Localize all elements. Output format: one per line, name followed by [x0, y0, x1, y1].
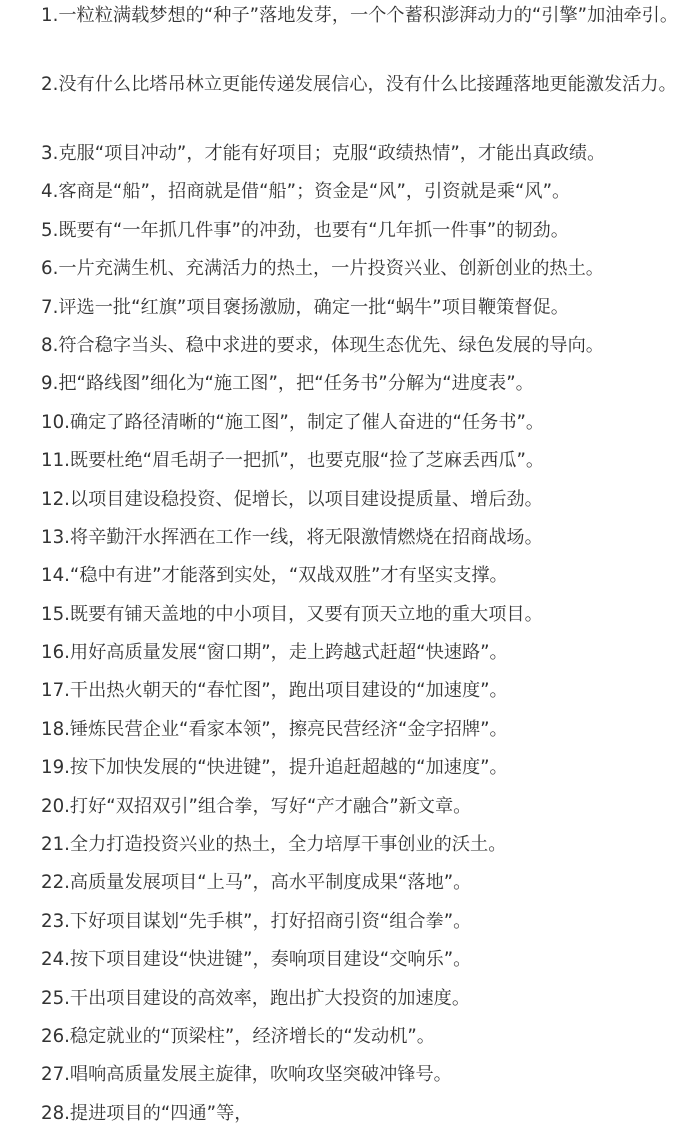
paragraph-12: 12.以项目建设稳投资、促增长，以项目建设提质量、增后劲。	[41, 488, 543, 510]
paragraph-5: 5.既要有“一年抓几件事”的冲劲，也要有“几年抓一件事”的韧劲。	[41, 219, 569, 241]
paragraph-26: 26.稳定就业的“顶梁柱”，经济增长的“发动机”。	[41, 1025, 435, 1047]
paragraph-3: 3.克服“项目冲动”，才能有好项目；克服“政绩热情”，才能出真政绩。	[41, 143, 606, 164]
paragraph-25: 25.干出项目建设的高效率，跑出扩大投资的加速度。	[41, 987, 471, 1009]
paragraph-19: 19.按下加快发展的“快进键”，提升追赶超越的“加速度”。	[41, 757, 508, 779]
paragraph-4: 4.客商是“船”，招商就是借“船”；资金是“风”，引资就是乘“风”。	[41, 181, 571, 203]
paragraph-18: 18.锤炼民营企业“看家本领”，擦亮民营经济“金字招牌”。	[41, 718, 508, 740]
paragraph-22: 22.高质量发展项目“上马”，高水平制度成果“落地”。	[41, 872, 472, 894]
paragraph-21: 21.全力打造投资兴业的热土，全力培厚干事创业的沃土。	[41, 834, 507, 856]
paragraph-14: 14.“稳中有进”才能落到实处，“双战双胜”才有坚实支撑。	[41, 565, 508, 587]
paragraph-16: 16.用好高质量发展“窗口期”，走上跨越式赶超“快速路”。	[41, 642, 508, 664]
paragraph-9: 9.把“路线图”细化为“施工图”，把“任务书”分解为“进度表”。	[41, 373, 534, 395]
paragraph-15: 15.既要有铺天盖地的中小项目，又要有顶天立地的重大项目。	[41, 603, 543, 625]
paragraph-27: 27.唱响高质量发展主旋律，吹响攻坚突破冲锋号。	[41, 1064, 452, 1086]
paragraph-10: 10.确定了路径清晰的“施工图”，制定了催人奋进的“任务书”。	[41, 411, 545, 433]
paragraph-20: 20.打好“双招双引”组合拳，写好“产才融合”新文章。	[41, 795, 472, 817]
paragraph-6: 6.一片充满生机、充满活力的热土，一片投资兴业、创新创业的热土。	[41, 258, 604, 280]
paragraph-1: 1.一粒粒满载梦想的“种子”落地发芽，一个个蓄积澎湃动力的“引擎”加油牵引。	[41, 5, 679, 26]
paragraph-11: 11.既要杜绝“眉毛胡子一把抓”，也要克服“捡了芝麻丢西瓜”。	[41, 450, 545, 472]
paragraph-28-partial: 28.提进项目的“四通”等，	[41, 1102, 253, 1124]
paragraph-23: 23.下好项目谋划“先手棋”，打好招商引资“组合拳”。	[41, 910, 472, 932]
paragraph-2: 2.没有什么比塔吊林立更能传递发展信心，没有什么比接踵落地更能激发活力。	[41, 74, 677, 95]
paragraph-8: 8.符合稳字当头、稳中求进的要求，体现生态优先、绿色发展的导向。	[41, 334, 604, 356]
paragraph-17: 17.干出热火朝天的“春忙图”，跑出项目建设的“加速度”。	[41, 680, 508, 702]
paragraph-7: 7.评选一批“红旗”项目褒扬激励，确定一批“蜗牛”项目鞭策督促。	[41, 296, 569, 318]
paragraph-24: 24.按下项目建设“快进键”，奏响项目建设“交响乐”。	[41, 949, 472, 971]
paragraph-13: 13.将辛勤汗水挥洒在工作一线，将无限激情燃烧在招商战场。	[41, 526, 543, 548]
